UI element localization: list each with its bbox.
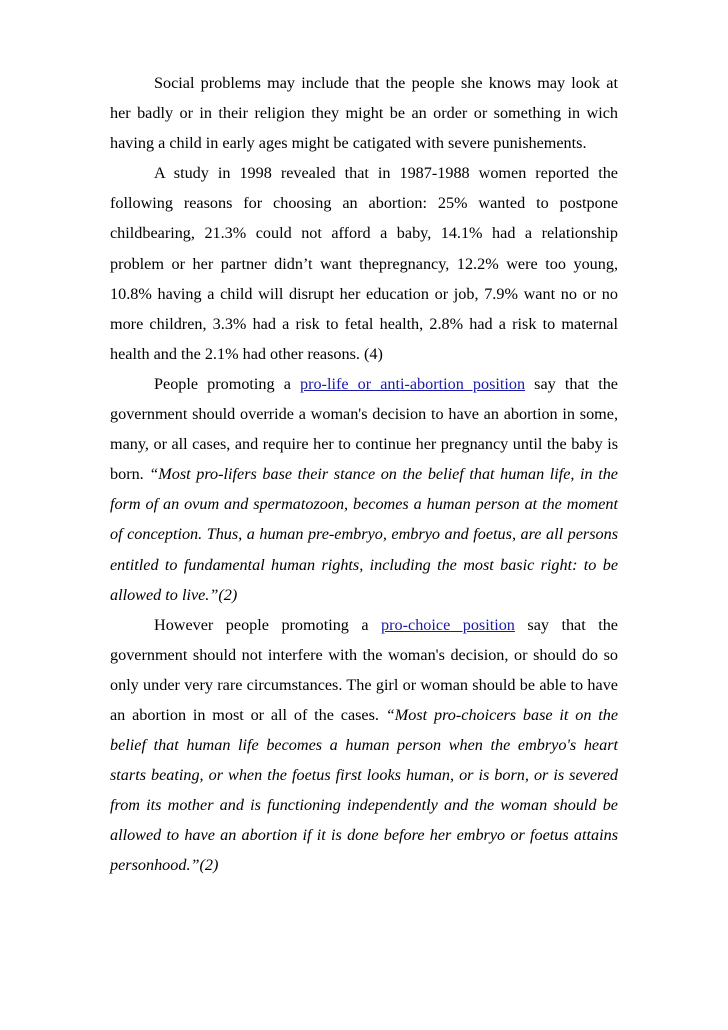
pro-life-intro-text: People promoting a bbox=[154, 374, 300, 393]
paragraph-study-1998: A study in 1998 revealed that in 1987-1988 women reported the following reasons for choosing an abortion: 25% wanted to postpone childbearing, 21.3% could not afford a baby, 14.1% had a relationship problem or her partner didn’t want thepregnancy, 12.2% were too young, 10.8% having a child will disrupt her education or job, 7.9% want no or no more children, 3.3% had a risk to fetal health, 2.8% had a risk to maternal health and the 2.1% had other reasons. (4) bbox=[110, 164, 618, 363]
pro-life-position-link[interactable]: pro-life or anti-abortion position bbox=[299, 374, 526, 393]
pro-choice-intro-text: However people promoting a bbox=[154, 615, 382, 634]
pro-choice-position-link[interactable]: pro-choice position bbox=[381, 615, 515, 634]
paragraph-pro-choice bbox=[110, 610, 618, 881]
document-page bbox=[110, 68, 618, 881]
pro-life-quote: “Most pro-lifers base their stance on the belief that human life, in the form of an ovum and spermatozoon, becomes a human person at the moment of conception. Thus, a human pre-embryo, embryo and foetus, are all persons entitled to fundamental human rights, including the most basic right: to be allowed to live.”(2) bbox=[110, 465, 618, 604]
paragraph-pro-life bbox=[110, 369, 618, 610]
paragraph-social-problems: Social problems may include that the people she knows may look at her badly or in their religion they might be an order or something in wich having a child in early ages might be catigated with severe punishements. bbox=[110, 74, 618, 153]
pro-choice-quote: “Most pro-choicers base it on the belief that human life becomes a human person when the embryo's heart starts beating, or when the foetus first looks human, or is born, or is severed from its mother and is functioning independently and the woman should be allowed to have an abortion if it is done before her embryo or foetus attains personhood.”(2) bbox=[110, 705, 619, 875]
pro-life-body-text: say that the government should override a woman's decision to have an abortion in some, many, or all cases, and require her to continue her pregnancy until the baby is born. bbox=[110, 374, 618, 484]
pro-choice-body-text: say that the government should not interfere with the woman's decision, or should do so only under very rare circumstances. The girl or woman should be able to have an abortion in most or all of the cases. bbox=[110, 615, 618, 724]
